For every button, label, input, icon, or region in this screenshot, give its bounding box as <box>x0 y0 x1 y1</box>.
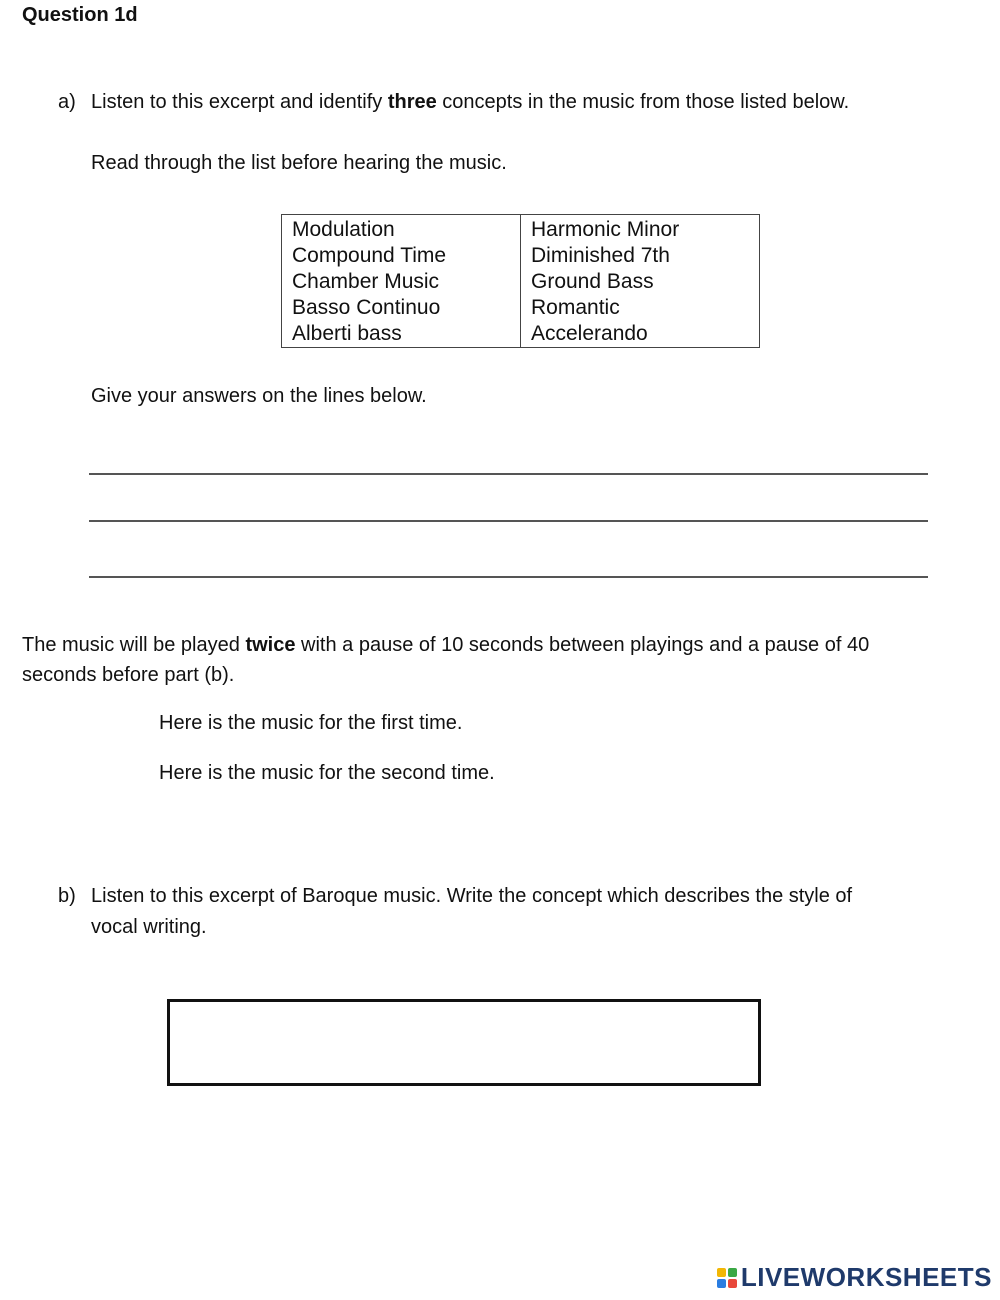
concept-item: Modulation <box>292 218 395 241</box>
answer-line-3[interactable] <box>89 576 928 578</box>
concepts-table <box>281 214 760 348</box>
concept-item: Romantic <box>531 296 620 319</box>
concept-item: Chamber Music <box>292 270 440 293</box>
part-a-text-bold: three <box>387 91 437 113</box>
playback-text-post: with a pause of 10 seconds between playings and a pause of 40 <box>295 634 870 656</box>
playback-text-pre: The music will be played <box>22 634 246 656</box>
concept-item: Diminished 7th <box>531 244 670 267</box>
answer-line-1[interactable] <box>89 473 928 475</box>
read-note: Read through the list before hearing the music. <box>91 152 507 174</box>
page-title: Question 1d <box>22 4 138 26</box>
logo-square <box>728 1268 737 1277</box>
part-a-text-post: concepts in the music from those listed below. <box>436 91 850 113</box>
part-a-text-pre: Listen to this excerpt and identify <box>91 91 388 113</box>
concepts-column-left <box>282 215 521 348</box>
second-playing-note: Here is the music for the second time. <box>159 762 495 784</box>
part-b-instruction <box>58 881 852 911</box>
concept-item: Alberti bass <box>292 322 402 345</box>
first-playing-note: Here is the music for the first time. <box>159 712 463 734</box>
part-b-line-2: vocal writing. <box>91 916 207 938</box>
answer-prompt: Give your answers on the lines below. <box>91 385 427 407</box>
concept-item: Compound Time <box>292 244 447 267</box>
concept-item: Harmonic Minor <box>531 218 680 241</box>
part-b-line-1: Listen to this excerpt of Baroque music. Write the concept which describes the style of <box>91 885 853 907</box>
concepts-column-right <box>521 215 760 348</box>
playback-line-2: seconds before part (b). <box>22 664 235 686</box>
concept-item: Basso Continuo <box>292 296 441 319</box>
liveworksheets-logo-icon <box>717 1268 737 1288</box>
logo-square <box>728 1279 737 1288</box>
playback-text-bold: twice <box>245 634 296 656</box>
logo-square <box>717 1279 726 1288</box>
part-a-label: a) <box>58 91 76 113</box>
answer-line-2[interactable] <box>89 520 928 522</box>
liveworksheets-logo <box>717 1262 992 1293</box>
logo-text: LIVEWORKSHEETS <box>740 1262 992 1292</box>
playback-line-1 <box>22 630 869 660</box>
part-b-label: b) <box>58 885 76 907</box>
concept-item: Ground Bass <box>531 270 654 293</box>
concept-item: Accelerando <box>531 322 648 345</box>
answer-box[interactable] <box>167 999 761 1086</box>
part-a-instruction <box>58 87 849 117</box>
logo-square <box>717 1268 726 1277</box>
